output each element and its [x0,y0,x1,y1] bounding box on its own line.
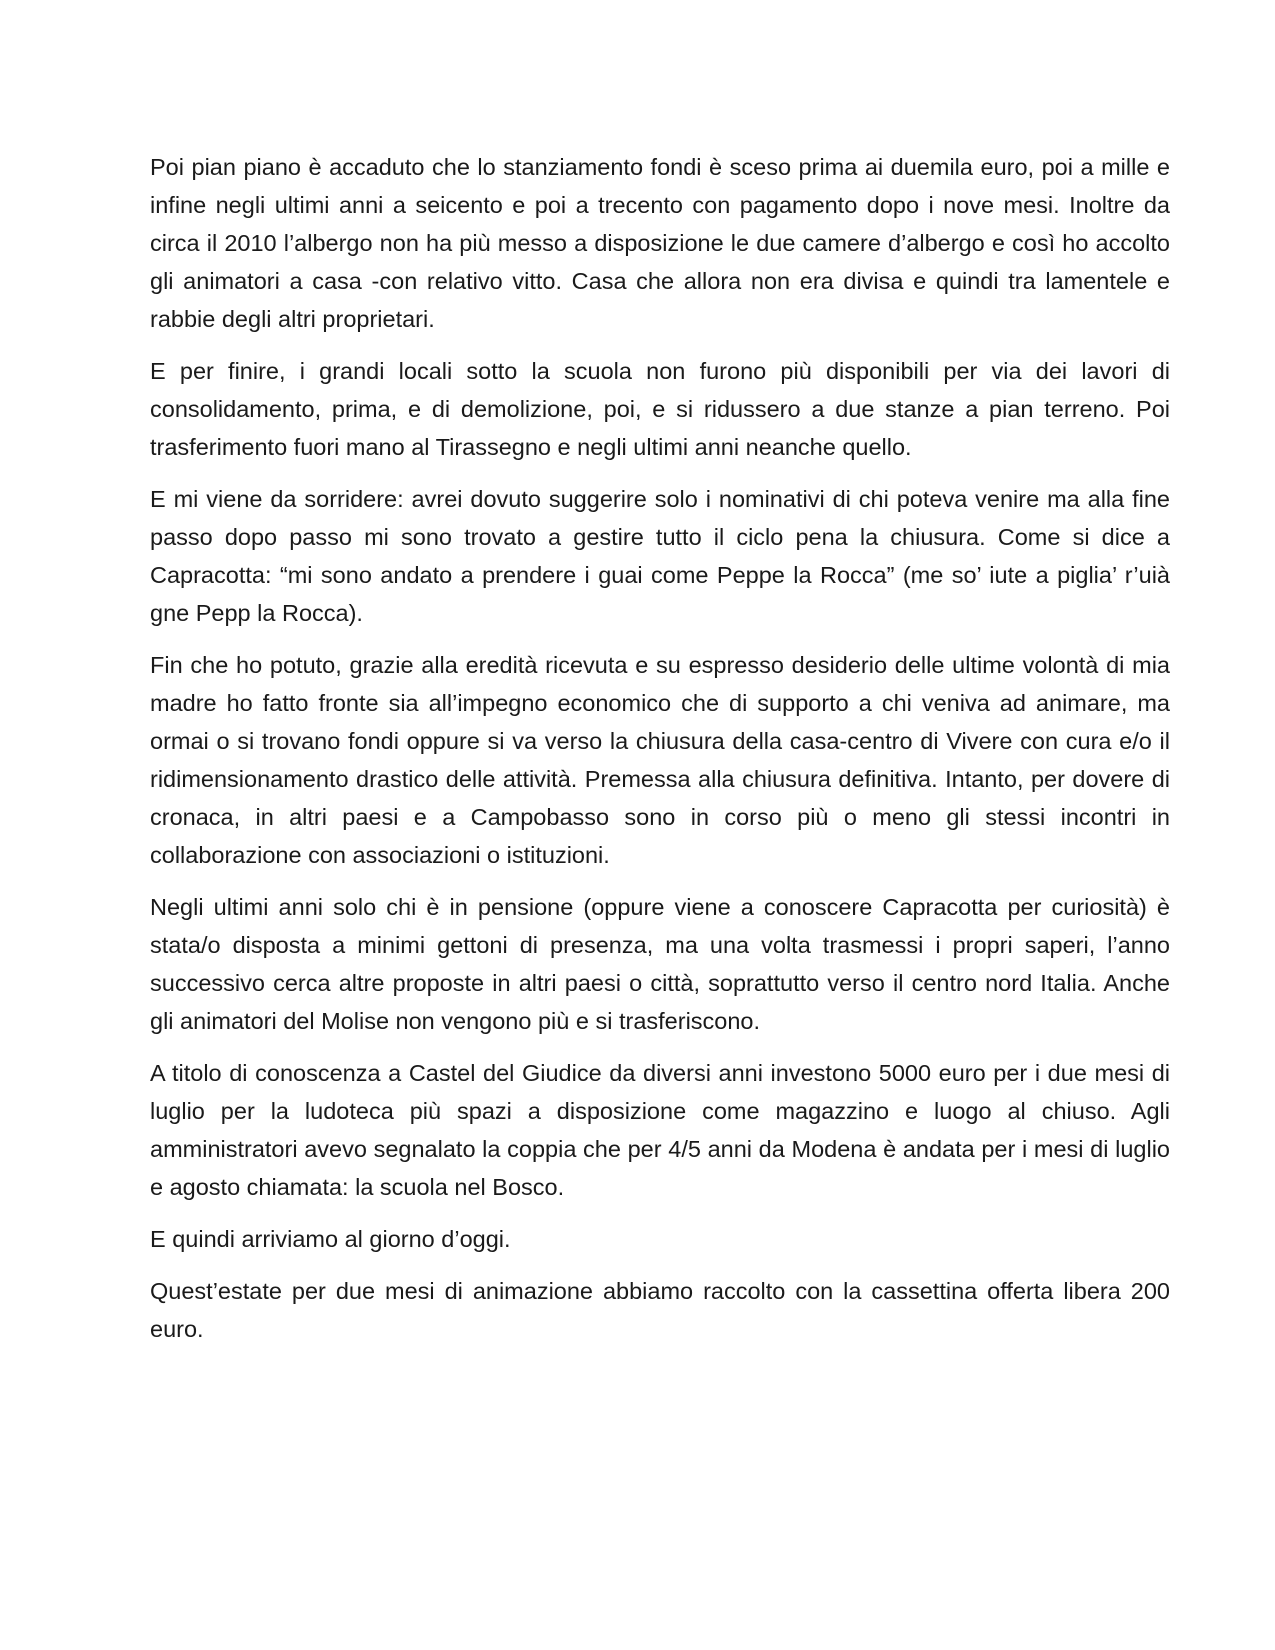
paragraph-summer-donations: Quest’estate per due mesi di animazione abbiamo raccolto con la cassettina offerta libera 200 euro. [150,1278,1170,1342]
paragraph-today: E quindi arriviamo al giorno d’oggi. [150,1226,511,1252]
paragraph-reduced-funding: Poi pian piano è accaduto che lo stanziamento fondi è sceso prima ai duemila euro, poi a mille e infine negli ultimi anni a seicento e poi a trecento con pagamento dopo i nove mesi. Inoltre da circa il 2010 l’albergo non ha più messo a disposizione le due camere d’albergo e così ho accolto gli animatori a casa -con relativo vitto. Casa che allora non era divisa e quindi tra lamentele e rabbie degli altri proprietari. [150,154,1170,332]
paragraph-pensioners: Negli ultimi anni solo chi è in pensione (oppure viene a conoscere Capracotta per curiosità) è stata/o disposta a minimi gettoni di presenza, ma una volta trasmessi i propri saperi, l’anno successivo cerca altre proposte in altri paesi o città, soprattutto verso il centro nord Italia. Anche gli animatori del Molise non vengono più e si trasferiscono. [150,894,1170,1034]
document-body [150,148,1170,1362]
paragraph-peppe-la-rocca: E mi viene da sorridere: avrei dovuto suggerire solo i nominativi di chi poteva venire ma alla fine passo dopo passo mi sono trovato a gestire tutto il ciclo pena la chiusura. Come si dice a Capracotta: “mi sono andato a prendere i guai come Peppe la Rocca” (me so’ iute a piglia’ r’uià gne Pepp la Rocca). [150,486,1170,626]
paragraph-school-rooms: E per finire, i grandi locali sotto la scuola non furono più disponibili per via dei lavori di consolidamento, prima, e di demolizione, poi, e si ridussero a due stanze a pian terreno. Poi trasferimento fuori mano al Tirassegno e negli ultimi anni neanche quello. [150,358,1170,460]
paragraph-castel-del-giudice: A titolo di conoscenza a Castel del Giudice da diversi anni investono 5000 euro per i due mesi di luglio per la ludoteca più spazi a disposizione come magazzino e luogo al chiuso. Agli amministratori avevo segnalato la coppia che per 4/5 anni da Modena è andata per i mesi di luglio e agosto chiamata: la scuola nel Bosco. [150,1060,1170,1200]
paragraph-inheritance: Fin che ho potuto, grazie alla eredità ricevuta e su espresso desiderio delle ultime volontà di mia madre ho fatto fronte sia all’impegno economico che di supporto a chi veniva ad animare, ma ormai o si trovano fondi oppure si va verso la chiusura della casa-centro di Vivere con cura e/o il ridimensionamento drastico delle attività. Premessa alla chiusura definitiva. Intanto, per dovere di cronaca, in altri paesi e a Campobasso sono in corso più o meno gli stessi incontri in collaborazione con associazioni o istituzioni. [150,652,1170,868]
